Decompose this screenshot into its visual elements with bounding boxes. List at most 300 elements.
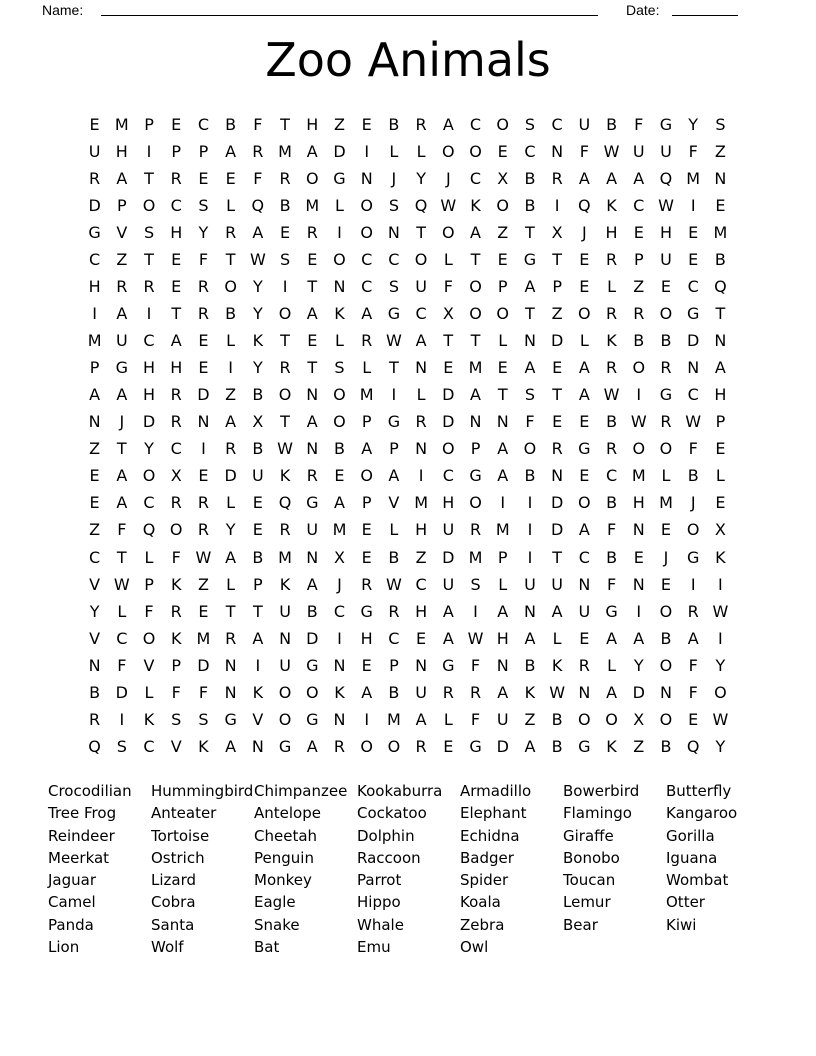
grid-letter: R — [578, 655, 590, 675]
word-list-item: Kiwi — [666, 915, 697, 934]
grid-letter: I — [146, 303, 152, 323]
grid-letter: A — [252, 222, 264, 242]
name-label: Name: — [42, 2, 84, 18]
grid-letter: E — [497, 249, 508, 269]
grid-letter: B — [388, 682, 400, 702]
grid-letter: B — [524, 466, 536, 486]
grid-letter: E — [497, 358, 508, 378]
word-list-item: Lemur — [563, 893, 611, 912]
grid-letter: Q — [88, 736, 101, 756]
grid-letter: D — [442, 385, 455, 405]
grid-letter: O — [360, 195, 373, 215]
grid-letter: O — [169, 520, 183, 540]
grid-letter: U — [442, 574, 455, 594]
grid-letter: F — [117, 520, 127, 540]
grid-letter: A — [361, 439, 373, 459]
grid-letter: O — [360, 736, 373, 756]
word-list-item: Bear — [563, 915, 598, 934]
grid-letter: N — [197, 412, 210, 432]
grid-letter: A — [388, 466, 400, 486]
grid-letter: N — [251, 736, 264, 756]
grid-letter: O — [605, 709, 618, 729]
grid-letter: K — [279, 574, 291, 594]
grid-letter: U — [578, 601, 591, 621]
grid-letter: A — [89, 385, 101, 405]
grid-letter: O — [278, 303, 292, 323]
grid-letter: R — [333, 736, 346, 756]
grid-letter: O — [659, 709, 673, 729]
grid-letter: L — [552, 628, 562, 648]
grid-letter: O — [360, 222, 373, 242]
grid-letter: A — [116, 493, 128, 513]
word-list-item: Toucan — [563, 871, 616, 890]
grid-letter: N — [632, 520, 645, 540]
grid-letter: M — [196, 628, 211, 648]
grid-letter: S — [198, 195, 209, 215]
grid-letter: O — [360, 466, 373, 486]
grid-letter: R — [660, 358, 672, 378]
grid-letter: A — [497, 466, 509, 486]
grid-letter: A — [306, 736, 318, 756]
grid-letter: R — [197, 493, 209, 513]
word-list-item: Crocodilian — [48, 782, 132, 800]
grid-letter: T — [116, 547, 127, 567]
grid-letter: F — [144, 601, 154, 621]
grid-letter: T — [252, 601, 263, 621]
grid-letter: I — [554, 195, 560, 215]
grid-letter: Q — [142, 520, 156, 540]
grid-letter: E — [198, 168, 209, 188]
grid-letter: K — [170, 574, 182, 594]
grid-letter: N — [415, 358, 428, 378]
grid-letter: T — [552, 547, 563, 567]
grid-letter: I — [418, 466, 424, 486]
grid-letter: T — [144, 168, 154, 188]
grid-letter: F — [579, 141, 589, 161]
grid-letter: C — [578, 547, 590, 567]
word-list-item: Armadillo — [460, 782, 532, 800]
grid-letter: J — [391, 168, 397, 188]
grid-letter: E — [171, 249, 182, 269]
grid-letter: N — [224, 655, 237, 675]
word-list-item: Reindeer — [48, 826, 115, 845]
word-list-item: Wolf — [151, 938, 184, 957]
grid-letter: A — [306, 412, 318, 432]
grid-letter: C — [333, 601, 346, 621]
grid-letter: N — [659, 682, 672, 702]
grid-letter: P — [715, 412, 726, 432]
grid-letter: V — [388, 493, 400, 513]
grid-letter: C — [143, 331, 155, 351]
grid-letter: C — [687, 276, 699, 296]
grid-letter: A — [225, 736, 237, 756]
grid-letter: O — [305, 682, 319, 702]
grid-letter: A — [116, 168, 128, 188]
word-list-item: Chimpanzee — [254, 782, 348, 800]
grid-letter: O — [278, 385, 292, 405]
grid-letter: L — [416, 141, 426, 161]
grid-letter: G — [523, 249, 537, 269]
grid-letter: J — [119, 412, 125, 432]
grid-letter: X — [633, 709, 645, 729]
word-list — [48, 780, 769, 958]
grid-letter: R — [197, 303, 209, 323]
grid-letter: P — [470, 439, 481, 459]
grid-letter: C — [89, 547, 101, 567]
grid-letter: O — [496, 114, 510, 134]
grid-letter: A — [551, 601, 563, 621]
grid-letter: J — [581, 222, 587, 242]
grid-letter: I — [337, 222, 342, 242]
word-list-item: Parrot — [357, 871, 402, 890]
grid-letter: R — [687, 601, 699, 621]
grid-letter: I — [690, 195, 696, 215]
grid-letter: I — [636, 385, 642, 405]
grid-letter: S — [470, 574, 481, 594]
grid-letter: F — [253, 114, 263, 134]
grid-letter: U — [632, 141, 645, 161]
grid-letter: W — [440, 195, 457, 215]
grid-letter: E — [334, 466, 345, 486]
grid-letter: E — [715, 195, 726, 215]
grid-letter: Y — [252, 276, 263, 296]
grid-letter: R — [279, 520, 291, 540]
grid-letter: A — [252, 628, 264, 648]
grid-letter: M — [386, 709, 401, 729]
grid-letter: W — [195, 547, 212, 567]
grid-letter: G — [88, 222, 101, 242]
word-list-item: Bonobo — [563, 848, 620, 867]
grid-letter: I — [527, 493, 533, 513]
grid-letter: H — [143, 358, 156, 378]
grid-letter: M — [659, 493, 673, 513]
grid-letter: T — [280, 331, 290, 351]
grid-letter: Z — [633, 736, 645, 756]
grid-letter: B — [633, 331, 645, 351]
grid-letter: E — [688, 709, 699, 729]
word-list-item: Gorilla — [666, 826, 715, 845]
grid-letter: E — [633, 222, 644, 242]
grid-letter: C — [89, 249, 101, 269]
word-list-item: Zebra — [460, 915, 505, 934]
grid-letter: D — [687, 331, 700, 351]
grid-letter: D — [550, 493, 564, 513]
grid-letter: R — [361, 331, 373, 351]
word-list-item: Raccoon — [357, 848, 421, 867]
grid-letter: R — [660, 412, 672, 432]
grid-letter: H — [659, 222, 672, 242]
grid-letter: B — [660, 736, 672, 756]
grid-letter: Y — [715, 655, 726, 675]
grid-letter: K — [252, 331, 264, 351]
grid-letter: B — [714, 249, 726, 269]
grid-letter: Y — [225, 520, 236, 540]
grid-letter: P — [144, 574, 154, 594]
grid-letter: R — [551, 168, 563, 188]
grid-letter: O — [659, 601, 673, 621]
grid-letter: T — [470, 331, 481, 351]
grid-letter: N — [306, 439, 319, 459]
grid-letter: A — [306, 574, 318, 594]
grid-letter: E — [198, 466, 209, 486]
grid-letter: M — [414, 493, 428, 513]
grid-letter: N — [469, 412, 482, 432]
grid-letter: R — [442, 682, 454, 702]
grid-letter: B — [524, 655, 536, 675]
grid-letter: F — [198, 682, 209, 702]
page-title: Zoo Animals — [265, 33, 551, 87]
grid-letter: R — [197, 520, 209, 540]
grid-letter: R — [89, 709, 101, 729]
grid-letter: B — [306, 601, 318, 621]
grid-letter: E — [171, 114, 182, 134]
grid-letter: B — [687, 466, 699, 486]
grid-letter: F — [443, 276, 453, 296]
grid-letter: I — [337, 628, 342, 648]
grid-letter: L — [226, 195, 236, 215]
word-list-item: Meerkat — [48, 848, 110, 867]
grid-letter: A — [306, 303, 318, 323]
grid-letter: R — [170, 385, 182, 405]
grid-letter: B — [252, 547, 264, 567]
word-list-item: Panda — [48, 915, 94, 934]
grid-letter: A — [606, 682, 618, 702]
grid-letter: N — [415, 439, 428, 459]
grid-letter: A — [116, 385, 128, 405]
word-list-column — [460, 780, 563, 958]
word-list-item: Koala — [460, 893, 501, 912]
grid-letter: Y — [633, 655, 644, 675]
grid-letter: D — [224, 466, 237, 486]
grid-letter: M — [495, 520, 510, 540]
grid-letter: T — [280, 114, 290, 134]
word-list-item: Cobra — [151, 893, 196, 912]
grid-letter: Q — [686, 736, 700, 756]
grid-letter: A — [524, 358, 536, 378]
grid-letter: A — [415, 331, 427, 351]
grid-letter: H — [143, 385, 156, 405]
grid-letter: H — [496, 628, 509, 648]
grid-letter: W — [385, 574, 402, 594]
grid-letter: E — [552, 412, 563, 432]
grid-letter: R — [605, 249, 618, 269]
grid-letter: O — [333, 249, 346, 269]
grid-letter: F — [470, 655, 481, 675]
grid-letter: M — [87, 331, 102, 351]
grid-letter: L — [362, 358, 372, 378]
grid-letter: B — [606, 493, 618, 513]
grid-letter: A — [633, 628, 645, 648]
word-list-item: Echidna — [460, 826, 520, 845]
grid-letter: R — [197, 276, 209, 296]
date-fill-line — [672, 0, 738, 16]
grid-letter: M — [114, 114, 129, 134]
grid-letter: G — [686, 547, 700, 567]
grid-letter: N — [306, 385, 319, 405]
grid-letter: M — [686, 168, 701, 188]
grid-letter: O — [578, 493, 591, 513]
grid-letter: I — [364, 141, 370, 161]
grid-letter: L — [226, 574, 236, 594]
grid-letter: E — [497, 141, 508, 161]
grid-letter: A — [497, 439, 509, 459]
grid-letter: B — [252, 385, 264, 405]
grid-letter: E — [361, 520, 372, 540]
grid-letter: W — [712, 709, 729, 729]
grid-letter: G — [360, 601, 373, 621]
grid-letter: A — [524, 628, 536, 648]
grid-letter: E — [715, 439, 726, 459]
grid-letter: O — [496, 195, 510, 215]
grid-letter: E — [416, 628, 427, 648]
grid-letter: B — [551, 709, 563, 729]
grid-letter: O — [442, 222, 455, 242]
grid-letter: R — [89, 168, 101, 188]
grid-letter: T — [116, 439, 127, 459]
grid-letter: C — [143, 736, 155, 756]
grid-letter: K — [606, 331, 617, 351]
grid-letter: Y — [252, 303, 263, 323]
grid-letter: D — [496, 736, 509, 756]
grid-letter: R — [306, 466, 318, 486]
grid-letter: O — [305, 168, 319, 188]
grid-letter: V — [143, 655, 155, 675]
grid-letter: E — [307, 249, 318, 269]
grid-letter: E — [361, 547, 372, 567]
grid-letter: N — [551, 466, 564, 486]
grid-letter: T — [144, 249, 154, 269]
grid-letter: O — [469, 493, 482, 513]
grid-letter: A — [116, 303, 128, 323]
grid-letter: U — [524, 574, 536, 594]
grid-letter: I — [527, 547, 533, 567]
grid-letter: N — [387, 222, 400, 242]
grid-letter: D — [197, 655, 210, 675]
grid-letter: S — [143, 222, 155, 242]
grid-letter: C — [551, 114, 563, 134]
grid-letter: R — [469, 682, 482, 702]
grid-letter: E — [89, 114, 100, 134]
grid-letter: O — [469, 276, 482, 296]
grid-letter: B — [333, 439, 345, 459]
word-list-item: Iguana — [666, 848, 718, 867]
grid-letter: Y — [144, 439, 154, 459]
grid-letter: K — [252, 682, 264, 702]
grid-letter: E — [552, 358, 563, 378]
grid-letter: R — [252, 141, 264, 161]
grid-letter: I — [282, 276, 288, 296]
grid-letter: Q — [714, 276, 727, 296]
grid-letter: L — [416, 385, 426, 405]
grid-letter: X — [551, 222, 563, 242]
grid-letter: T — [307, 358, 318, 378]
grid-letter: A — [442, 601, 454, 621]
grid-letter: A — [361, 682, 373, 702]
grid-letter: B — [388, 114, 400, 134]
grid-letter: E — [579, 628, 590, 648]
grid-letter: C — [143, 493, 155, 513]
grid-letter: F — [171, 682, 181, 702]
grid-letter: E — [89, 466, 100, 486]
grid-letter: L — [661, 466, 671, 486]
grid-letter: A — [225, 412, 237, 432]
grid-letter: B — [524, 195, 536, 215]
grid-letter: B — [606, 547, 618, 567]
grid-letter: E — [579, 412, 590, 432]
grid-letter: U — [660, 141, 672, 161]
grid-letter: D — [88, 195, 101, 215]
grid-letter: N — [578, 574, 591, 594]
grid-letter: I — [718, 574, 723, 594]
grid-letter: T — [416, 222, 426, 242]
grid-letter: K — [606, 736, 617, 756]
grid-letter: N — [88, 412, 101, 432]
grid-letter: T — [171, 303, 182, 323]
grid-letter: V — [116, 222, 128, 242]
grid-letter: R — [116, 276, 128, 296]
grid-letter: W — [630, 412, 647, 432]
grid-letter: G — [469, 736, 482, 756]
grid-letter: F — [171, 547, 181, 567]
grid-letter: Z — [633, 276, 645, 296]
grid-letter: B — [606, 412, 618, 432]
grid-letter: A — [578, 520, 590, 540]
grid-letter: C — [170, 195, 182, 215]
grid-letter: Z — [197, 574, 209, 594]
grid-letter: L — [579, 331, 589, 351]
grid-letter: E — [198, 358, 209, 378]
grid-letter: X — [442, 303, 454, 323]
grid-letter: A — [578, 168, 590, 188]
grid-letter: E — [688, 222, 699, 242]
grid-letter: L — [607, 276, 617, 296]
grid-letter: X — [497, 168, 509, 188]
grid-letter: S — [524, 385, 535, 405]
grid-letter: C — [469, 168, 482, 188]
grid-letter: Q — [278, 493, 292, 513]
grid-letter: G — [115, 358, 128, 378]
grid-letter: S — [116, 736, 127, 756]
grid-letter: U — [251, 466, 264, 486]
grid-letter: H — [115, 141, 128, 161]
grid-letter: H — [714, 385, 727, 405]
grid-letter: L — [226, 493, 236, 513]
grid-letter: C — [170, 439, 182, 459]
grid-letter: A — [606, 168, 618, 188]
grid-letter: A — [497, 682, 509, 702]
grid-letter: V — [170, 736, 182, 756]
grid-letter: I — [527, 520, 533, 540]
grid-letter: T — [470, 249, 481, 269]
grid-letter: S — [279, 249, 291, 269]
grid-letter: B — [225, 303, 237, 323]
word-list-item: Emu — [357, 938, 391, 957]
grid-letter: R — [225, 222, 237, 242]
grid-letter: B — [660, 331, 672, 351]
word-list-item: Hippo — [357, 893, 401, 912]
grid-letter: M — [713, 222, 728, 242]
grid-letter: P — [198, 141, 209, 161]
grid-letter: R — [225, 439, 237, 459]
grid-letter: N — [632, 574, 645, 594]
grid-letter: K — [334, 303, 345, 323]
grid-letter: Z — [225, 385, 237, 405]
grid-letter: C — [442, 466, 454, 486]
grid-letter: J — [690, 493, 696, 513]
grid-letter: P — [171, 655, 182, 675]
grid-letter: B — [225, 114, 237, 134]
grid-letter: F — [117, 655, 127, 675]
